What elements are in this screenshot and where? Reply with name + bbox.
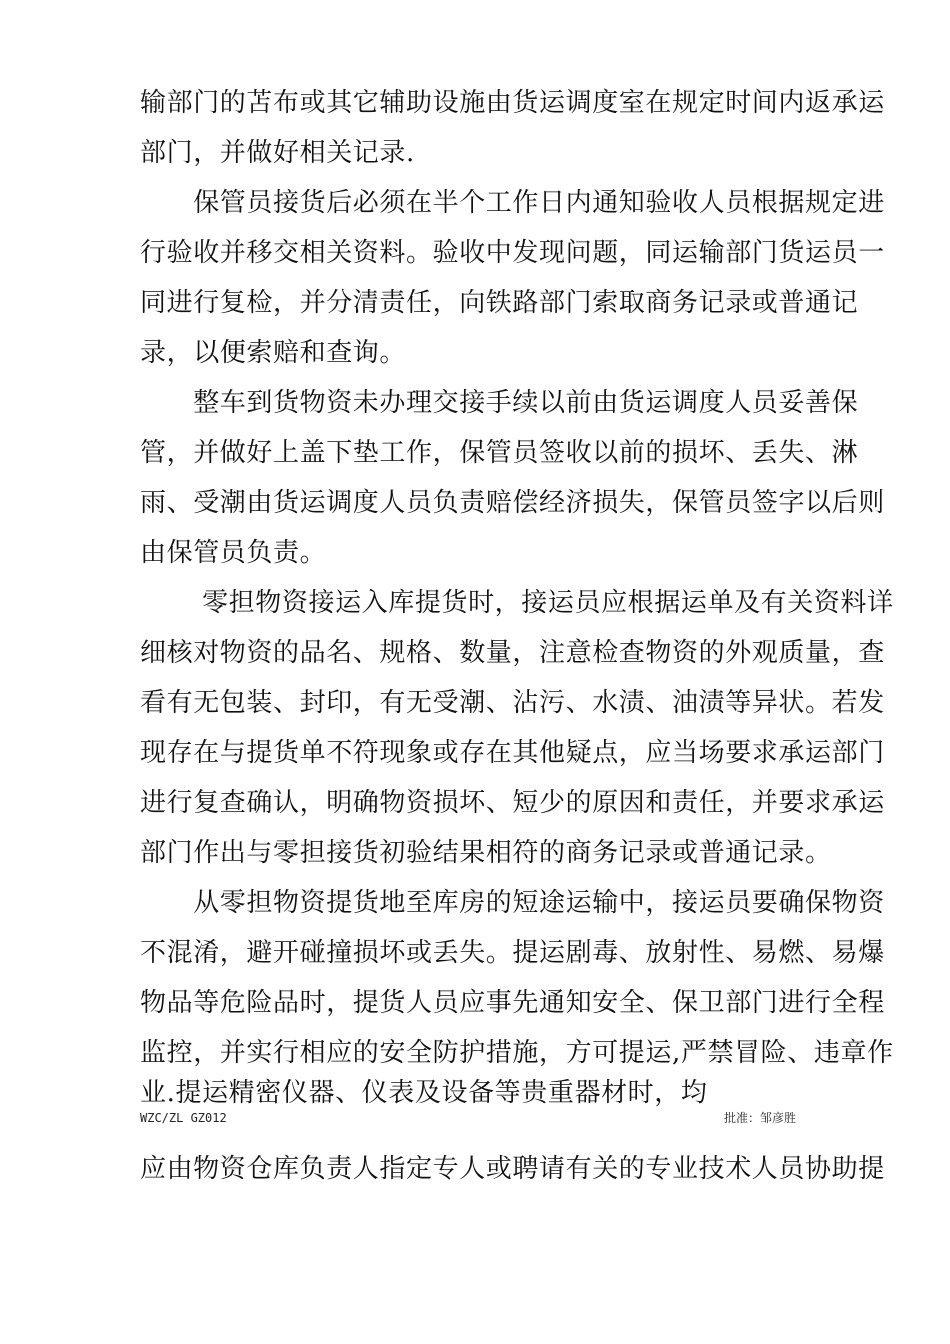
body-line: 由保管员负责。: [140, 538, 327, 568]
document-code: WZC/ZL GZ012: [140, 1111, 227, 1125]
body-line: 管，并做好上盖下垫工作，保管员签收以前的损坏、丢失、淋: [140, 438, 859, 468]
body-line: 不混淆，避开碰撞损坏或丢失。提运剧毒、放射性、易燃、易爆: [140, 938, 885, 968]
body-line: 同进行复检，并分清责任，向铁路部门索取商务记录或普通记: [140, 288, 859, 318]
body-line: 业.提运精密仪器、仪表及设备等贵重器材时，均: [140, 1078, 708, 1108]
body-line: 整车到货物资未办理交接手续以前由货运调度人员妥善保: [140, 388, 859, 418]
body-line: 雨、受潮由货运调度人员负责赔偿经济损失，保管员签字以后则: [140, 488, 885, 518]
body-line: 录，以便索赔和查询。: [140, 338, 407, 368]
body-line: 物品等危险品时，提货人员应事先通知安全、保卫部门进行全程: [140, 988, 885, 1018]
body-line: 行验收并移交相关资料。验收中发现问题，同运输部门货运员一: [140, 238, 885, 268]
body-line: 部门，并做好相关记录.: [140, 138, 415, 168]
body-line: 保管员接货后必须在半个工作日内通知验收人员根据规定进: [140, 188, 885, 218]
body-line: 细核对物资的品名、规格、数量，注意检查物资的外观质量，查: [140, 638, 885, 668]
body-line: 监控，并实行相应的安全防护措施，方可提运,严禁冒险、违章作: [140, 1038, 894, 1068]
body-line: 零担物资接运入库提货时，接运员应根据运单及有关资料详: [140, 588, 894, 618]
body-line: 看有无包装、封印，有无受潮、沾污、水渍、油渍等异状。若发: [140, 688, 885, 718]
body-line: 进行复查确认，明确物资损坏、短少的原因和责任，并要求承运: [140, 788, 885, 818]
continuation-line: 应由物资仓库负责人指定专人或聘请有关的专业技术人员协助提: [140, 1154, 885, 1184]
body-line: 从零担物资提货地至库房的短途运输中，接运员要确保物资: [140, 888, 885, 918]
body-line: 现存在与提货单不符现象或存在其他疑点，应当场要求承运部门: [140, 738, 885, 768]
body-line: 部门作出与零担接货初验结果相符的商务记录或普通记录。: [140, 838, 832, 868]
body-line: 输部门的苫布或其它辅助设施由货运调度室在规定时间内返承运: [140, 88, 885, 118]
approval-label: 批准：邹彦胜: [724, 1111, 797, 1125]
